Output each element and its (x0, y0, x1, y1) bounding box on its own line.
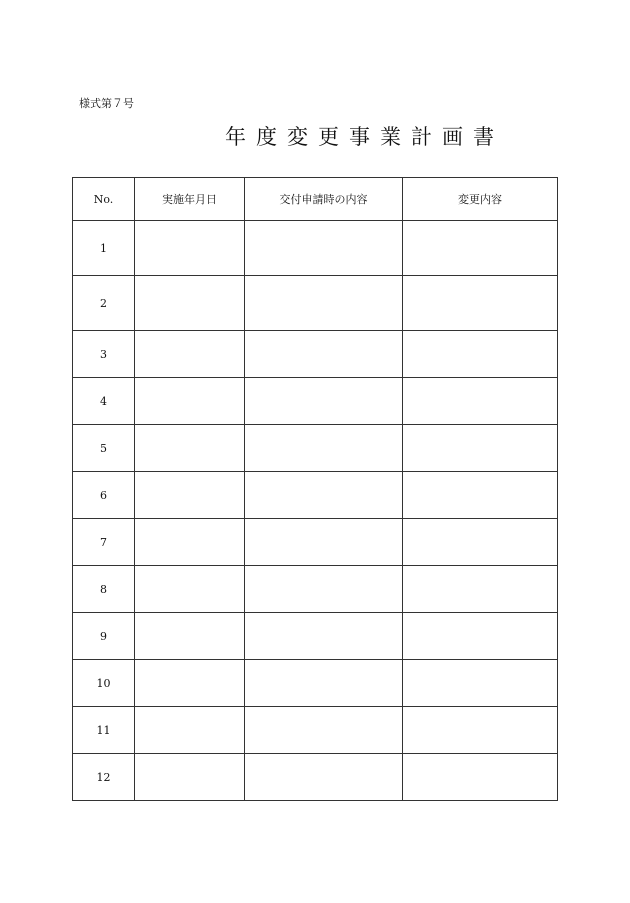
table-row (73, 425, 558, 472)
table-row (73, 660, 558, 707)
original-content-cell[interactable] (245, 276, 403, 331)
row-number: 1 (73, 221, 135, 276)
date-cell[interactable] (135, 707, 245, 754)
change-content-cell[interactable] (403, 660, 558, 707)
original-content-cell[interactable] (245, 519, 403, 566)
date-cell[interactable] (135, 613, 245, 660)
change-content-cell[interactable] (403, 754, 558, 801)
date-cell[interactable] (135, 276, 245, 331)
table-row (73, 566, 558, 613)
row-number: 3 (73, 331, 135, 378)
table-row (73, 221, 558, 276)
change-content-cell[interactable] (403, 378, 558, 425)
original-content-cell[interactable] (245, 566, 403, 613)
original-content-cell[interactable] (245, 331, 403, 378)
document-title: 年度変更事業計画書 (225, 125, 504, 149)
header-original-content: 交付申請時の内容 (245, 178, 403, 221)
table-row (73, 378, 558, 425)
table-row (73, 276, 558, 331)
table-row (73, 707, 558, 754)
original-content-cell[interactable] (245, 378, 403, 425)
row-number: 10 (73, 660, 135, 707)
change-content-cell[interactable] (403, 425, 558, 472)
table-row (73, 754, 558, 801)
table-header-row (73, 178, 558, 221)
date-cell[interactable] (135, 378, 245, 425)
change-content-cell[interactable] (403, 519, 558, 566)
row-number: 8 (73, 566, 135, 613)
original-content-cell[interactable] (245, 472, 403, 519)
original-content-cell[interactable] (245, 613, 403, 660)
table-row (73, 331, 558, 378)
row-number: 7 (73, 519, 135, 566)
row-number: 9 (73, 613, 135, 660)
table-row (73, 472, 558, 519)
date-cell[interactable] (135, 754, 245, 801)
header-change-content: 変更内容 (403, 178, 558, 221)
change-content-cell[interactable] (403, 472, 558, 519)
row-number: 6 (73, 472, 135, 519)
plan-table (72, 177, 558, 801)
original-content-cell[interactable] (245, 754, 403, 801)
header-no: No. (73, 178, 135, 221)
row-number: 12 (73, 754, 135, 801)
date-cell[interactable] (135, 221, 245, 276)
date-cell[interactable] (135, 472, 245, 519)
date-cell[interactable] (135, 660, 245, 707)
header-date: 実施年月日 (135, 178, 245, 221)
row-number: 11 (73, 707, 135, 754)
change-content-cell[interactable] (403, 221, 558, 276)
original-content-cell[interactable] (245, 221, 403, 276)
form-number: 様式第７号 (79, 97, 134, 110)
original-content-cell[interactable] (245, 660, 403, 707)
change-content-cell[interactable] (403, 613, 558, 660)
row-number: 5 (73, 425, 135, 472)
date-cell[interactable] (135, 425, 245, 472)
change-content-cell[interactable] (403, 566, 558, 613)
original-content-cell[interactable] (245, 425, 403, 472)
table-row (73, 519, 558, 566)
change-content-cell[interactable] (403, 707, 558, 754)
date-cell[interactable] (135, 331, 245, 378)
change-content-cell[interactable] (403, 331, 558, 378)
date-cell[interactable] (135, 566, 245, 613)
date-cell[interactable] (135, 519, 245, 566)
table-row (73, 613, 558, 660)
change-content-cell[interactable] (403, 276, 558, 331)
row-number: 4 (73, 378, 135, 425)
row-number: 2 (73, 276, 135, 331)
original-content-cell[interactable] (245, 707, 403, 754)
